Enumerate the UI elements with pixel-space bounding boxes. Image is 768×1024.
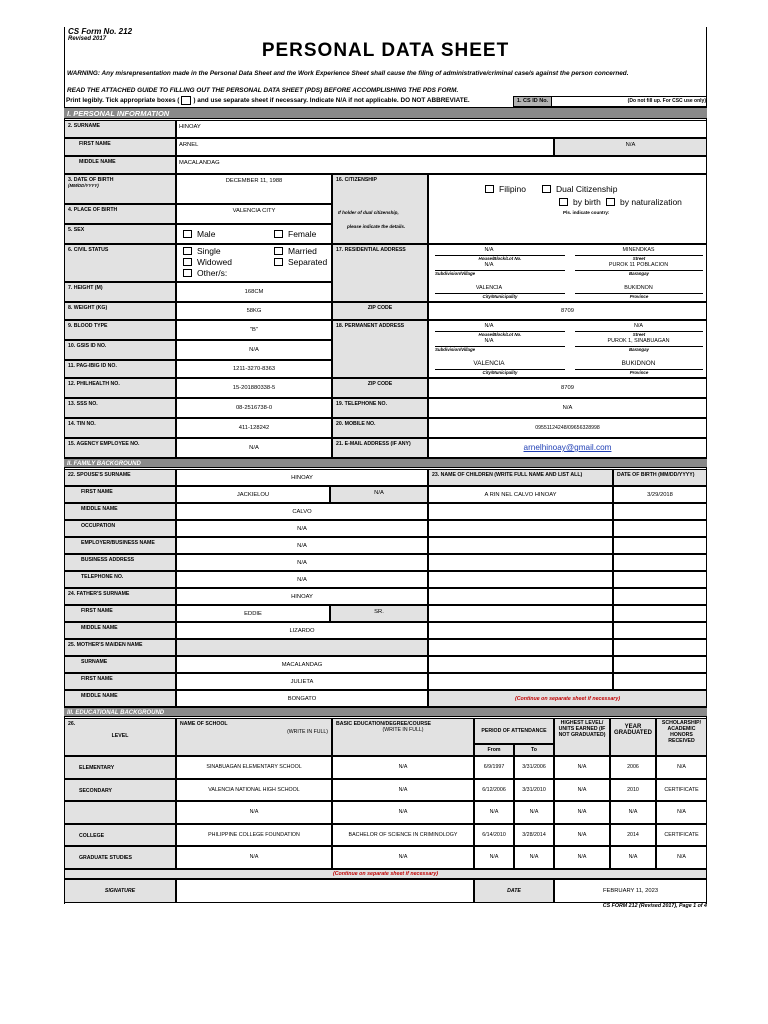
edu-course-cell[interactable]: BACHELOR OF SCIENCE IN CRIMINOLOGY — [332, 824, 474, 847]
res-barangay-field[interactable]: PUROK 11 POBLACION — [608, 262, 669, 268]
form-code: CS Form No. 212 — [68, 27, 133, 36]
blood-type-field[interactable]: "B" — [176, 320, 332, 340]
edu-course-cell[interactable]: N/A — [332, 756, 474, 779]
civil-married-label: Married — [288, 246, 317, 256]
edu-to-cell[interactable]: N/A — [514, 801, 554, 824]
father-firstname-label: FIRST NAME — [64, 605, 176, 622]
business-address-label: BUSINESS ADDRESS — [64, 554, 176, 571]
perm-street-field[interactable]: N/A — [634, 323, 643, 329]
father-middlename-field[interactable]: LIZARDO — [176, 622, 428, 639]
civil-widowed-option[interactable] — [183, 257, 232, 267]
citizenship-filipino-option[interactable] — [485, 184, 526, 194]
res-city-caption: City/Municipality — [435, 293, 565, 299]
child-dob-blank[interactable] — [613, 605, 707, 622]
pagibig-label: 11. PAG-IBIG ID NO. — [64, 360, 176, 378]
agency-no-label: 15. AGENCY EMPLOYEE NO. — [64, 438, 176, 458]
blood-type-label: 9. BLOOD TYPE — [64, 320, 176, 340]
edu-units-cell[interactable]: N/A — [554, 756, 610, 779]
civil-widowed-label: Widowed — [197, 257, 232, 267]
weight-label: 8. WEIGHT (KG) — [64, 302, 176, 320]
civil-status-options — [176, 244, 332, 282]
agency-no-field[interactable]: N/A — [176, 438, 332, 458]
child-name-blank[interactable] — [428, 605, 613, 622]
edu-year-header: YEAR GRADUATED — [610, 718, 656, 756]
edu-year-cell[interactable]: N/A — [610, 846, 656, 869]
father-firstname-field[interactable]: EDDIE — [176, 605, 330, 622]
child-name-blank[interactable] — [428, 673, 613, 690]
pob-field[interactable]: VALENCIA CITY — [176, 204, 332, 224]
mother-surname-label: SURNAME — [64, 656, 176, 673]
section-family-background: II. FAMILY BACKGROUND — [64, 458, 707, 468]
child-dob-blank[interactable] — [613, 537, 707, 554]
section-personal-info: I. PERSONAL INFORMATION — [64, 107, 707, 119]
surname-field[interactable]: HINOAY — [176, 120, 707, 138]
res-street-field[interactable]: MINENDKAS — [622, 247, 655, 253]
mother-maiden-blank — [176, 639, 428, 656]
citizenship-options — [428, 174, 707, 244]
checkbox-icon — [183, 258, 192, 266]
mother-firstname-label: FIRST NAME — [64, 673, 176, 690]
spouse-telephone-label: TELEPHONE NO. — [64, 571, 176, 588]
tin-field[interactable]: 411-128242 — [176, 418, 332, 438]
citizenship-birth-option[interactable] — [559, 197, 601, 207]
child-dob-field[interactable]: 3/29/2018 — [613, 486, 707, 503]
email-link[interactable]: arnelhinoay@gmail.com — [523, 443, 612, 452]
child-dob-blank[interactable] — [613, 656, 707, 673]
edu-course-header-note: (WRITE IN FULL) — [382, 727, 424, 733]
citizenship-birth-label: by birth — [573, 197, 601, 207]
edu-level-header-label: LEVEL — [111, 733, 129, 739]
father-surname-field[interactable]: HINOAY — [176, 588, 428, 605]
mobile-field[interactable]: 09551124248/09656328998 — [428, 418, 707, 438]
residential-address-label: 17. RESIDENTIAL ADDRESS — [332, 244, 428, 302]
edu-period-header: PERIOD OF ATTENDANCE — [474, 718, 554, 744]
edu-year-cell[interactable]: 2010 — [610, 779, 656, 802]
checkbox-icon — [542, 185, 551, 193]
children-continue-note: (Continue on separate sheet if necessary) — [428, 690, 707, 707]
form-footer-code: CS FORM 212 (Revised 2017), Page 1 of 4 — [602, 903, 707, 909]
sex-male-label: Male — [197, 229, 216, 239]
occupation-label: OCCUPATION — [64, 520, 176, 537]
edu-year-cell[interactable]: N/A — [610, 801, 656, 824]
edu-continue-note: (Continue on separate sheet if necessary) — [64, 869, 707, 879]
pob-label: 4. PLACE OF BIRTH — [64, 204, 176, 224]
firstname-field[interactable]: ARNEL — [176, 138, 554, 156]
edu-honors-cell[interactable]: CERTIFICATE — [656, 824, 707, 847]
edu-from-header: From — [474, 744, 514, 756]
checkbox-icon — [559, 198, 568, 206]
citizenship-filipino-label: Filipino — [499, 184, 526, 194]
edu-school-header-note: (WRITE IN FULL) — [287, 729, 328, 735]
checkbox-icon — [183, 230, 192, 238]
employer-field[interactable]: N/A — [176, 537, 428, 554]
res-city-field[interactable]: VALENCIA — [475, 285, 503, 291]
spouse-telephone-field[interactable]: N/A — [176, 571, 428, 588]
dob-field[interactable]: DECEMBER 11, 1988 — [176, 174, 332, 204]
middlename-field[interactable]: MACALANDAG — [176, 156, 707, 174]
height-label: 7. HEIGHT (M) — [64, 282, 176, 302]
pagibig-field[interactable]: 1211-3270-8363 — [176, 360, 332, 378]
perm-subdivision-caption: Subdivision/Village — [435, 346, 565, 352]
citizenship-label: 16. CITIZENSHIP — [336, 177, 377, 183]
gsis-field[interactable]: N/A — [176, 340, 332, 360]
edu-level-header — [64, 718, 176, 756]
citizenship-dual-label: Dual Citizenship — [556, 184, 618, 194]
perm-barangay-field[interactable]: PUROK 1, SINABUAGAN — [607, 338, 670, 344]
child-dob-blank[interactable] — [613, 673, 707, 690]
res-zip-label: ZIP CODE — [332, 302, 428, 320]
edu-units-cell[interactable]: N/A — [554, 779, 610, 802]
edu-level-cell: SECONDARY — [64, 779, 176, 802]
cs-id-label: 1. CS ID No. — [514, 97, 552, 106]
spouse-extension-field[interactable]: N/A — [330, 486, 428, 503]
citizenship-country-note: Pls. indicate country: — [563, 210, 610, 215]
children-dob-label: DATE OF BIRTH (MM/DD/YYYY) — [613, 469, 707, 486]
edu-units-cell[interactable]: N/A — [554, 846, 610, 869]
child-dob-blank[interactable] — [613, 588, 707, 605]
perm-house-caption: House/Block/Lot No. — [435, 331, 565, 337]
spouse-firstname-label: FIRST NAME — [64, 486, 176, 503]
tin-label: 14. TIN NO. — [64, 418, 176, 438]
civil-single-label: Single — [197, 246, 221, 256]
checkbox-icon — [606, 198, 615, 206]
civil-others-label: Other/s: — [197, 268, 228, 278]
cs-id-note: (Do not fill up. For CSC use only) — [627, 98, 706, 104]
father-extension-field[interactable]: SR. — [330, 605, 428, 622]
res-subdivision-field[interactable]: N/A — [484, 262, 494, 268]
edu-from-cell[interactable]: N/A — [474, 846, 514, 869]
child-name-blank[interactable] — [428, 571, 613, 588]
edu-honors-cell[interactable]: N/A — [656, 801, 707, 824]
civil-married-option[interactable] — [274, 246, 317, 256]
date-label: DATE — [474, 879, 554, 903]
edu-school-header — [176, 718, 332, 756]
sex-male-option[interactable] — [183, 229, 215, 239]
spouse-surname-label: 22. SPOUSE'S SURNAME — [64, 469, 176, 486]
citizenship-naturalization-option[interactable] — [606, 197, 682, 207]
checkbox-icon — [183, 269, 192, 277]
email-label: 21. E-MAIL ADDRESS (IF ANY) — [332, 438, 428, 458]
section-educational-background: III. EDUCATIONAL BACKGROUND — [64, 707, 707, 717]
res-house-field[interactable]: N/A — [484, 247, 494, 253]
edu-from-cell[interactable]: 6/12/2006 — [474, 779, 514, 802]
mobile-label: 20. MOBILE NO. — [332, 418, 428, 438]
edu-item-number: 26. — [68, 721, 76, 727]
perm-street-caption: Street — [575, 331, 703, 337]
sss-field[interactable]: 08-2516738-0 — [176, 398, 332, 418]
telephone-field[interactable]: N/A — [428, 398, 707, 418]
signature-label: SIGNATURE — [64, 879, 176, 903]
permanent-address-block — [428, 320, 707, 378]
child-dob-blank[interactable] — [613, 622, 707, 639]
edu-honors-cell[interactable]: N/A — [656, 756, 707, 779]
occupation-field[interactable]: N/A — [176, 520, 428, 537]
mother-surname-field[interactable]: MACALANDAG — [176, 656, 428, 673]
res-subdivision-caption: Subdivision/Village — [435, 270, 565, 276]
edu-school-cell[interactable]: N/A — [176, 801, 332, 824]
civil-single-option[interactable] — [183, 246, 221, 256]
middlename-label: MIDDLE NAME — [64, 156, 176, 174]
email-cell — [428, 438, 707, 458]
checkbox-icon — [183, 247, 192, 255]
business-address-field[interactable]: N/A — [176, 554, 428, 571]
civil-separated-label: Separated — [288, 257, 328, 267]
philhealth-label: 12. PHILHEALTH NO. — [64, 378, 176, 398]
spouse-surname-field[interactable]: HINOAY — [176, 469, 428, 486]
citizenship-dual-option[interactable] — [542, 184, 617, 194]
child-name-blank[interactable] — [428, 520, 613, 537]
edu-units-cell[interactable]: N/A — [554, 824, 610, 847]
res-province-caption: Province — [575, 293, 703, 299]
name-extension-field[interactable]: N/A — [554, 138, 707, 156]
child-dob-blank[interactable] — [613, 503, 707, 520]
child-name-field[interactable]: A RIN NEL CALVO HINOAY — [428, 486, 613, 503]
mother-middlename-field[interactable]: BONGATO — [176, 690, 428, 707]
spouse-middlename-label: MIDDLE NAME — [64, 503, 176, 520]
firstname-label: FIRST NAME — [64, 138, 176, 156]
edu-course-header — [332, 718, 474, 756]
checkbox-icon — [274, 230, 283, 238]
perm-zip-label: ZIP CODE — [332, 378, 428, 398]
children-name-label: 23. NAME OF CHILDREN (WRITE FULL NAME AND LIST ALL) — [428, 469, 613, 486]
gsis-label: 10. GSIS ID NO. — [64, 340, 176, 360]
edu-level-cell: COLLEGE — [64, 824, 176, 847]
residential-address-block — [428, 244, 707, 302]
res-province-field[interactable]: BUKIDNON — [624, 285, 653, 291]
warning-text: WARNING: Any misrepresentation made in the Personal Data Sheet and the Work Experience Sheet shall cause the filing of administrative/criminal case/s against the person concerned. — [67, 70, 629, 77]
perm-house-field[interactable]: N/A — [484, 323, 494, 329]
page-title: PERSONAL DATA SHEET — [261, 40, 510, 61]
edu-year-cell[interactable]: 2014 — [610, 824, 656, 847]
child-dob-blank[interactable] — [613, 571, 707, 588]
child-name-blank[interactable] — [428, 537, 613, 554]
checkbox-icon — [274, 247, 283, 255]
edu-course-cell[interactable]: N/A — [332, 846, 474, 869]
edu-course-cell[interactable]: N/A — [332, 779, 474, 802]
edu-school-cell[interactable]: VALENCIA NATIONAL HIGH SCHOOL — [176, 779, 332, 802]
edu-level-cell — [64, 801, 176, 824]
res-barangay-caption: Barangay — [575, 270, 703, 276]
edu-level-cell: GRADUATE STUDIES — [64, 846, 176, 869]
child-name-blank[interactable] — [428, 588, 613, 605]
edu-units-cell[interactable]: N/A — [554, 801, 610, 824]
instructions-text-a: Print legibly. Tick appropriate boxes ( — [66, 97, 180, 105]
edu-to-cell[interactable]: 3/31/2006 — [514, 756, 554, 779]
citizenship-ifholder: If holder of dual citizenship, — [338, 210, 399, 215]
citizenship-naturalization-label: by naturalization — [620, 197, 682, 207]
edu-from-cell[interactable]: 6/9/1997 — [474, 756, 514, 779]
citizenship-label-cell — [332, 174, 428, 244]
dob-format: (MM/DD/YYYY) — [68, 183, 99, 188]
child-dob-blank[interactable] — [613, 639, 707, 656]
edu-to-cell[interactable]: N/A — [514, 846, 554, 869]
edu-from-cell[interactable]: N/A — [474, 801, 514, 824]
mother-firstname-field[interactable]: JULIETA — [176, 673, 428, 690]
sss-label: 13. SSS NO. — [64, 398, 176, 418]
form-revised: Revised 2017 — [68, 36, 107, 42]
edu-honors-header: SCHOLARSHIP/ ACADEMIC HONORS RECEIVED — [656, 718, 707, 756]
res-zip-field[interactable]: 8709 — [428, 302, 707, 320]
res-house-caption: House/Block/Lot No. — [435, 255, 565, 261]
perm-province-field[interactable]: BUKIDNON — [621, 360, 656, 367]
child-dob-blank[interactable] — [613, 520, 707, 537]
checkbox-icon — [274, 258, 283, 266]
weight-field[interactable]: 58KG — [176, 302, 332, 320]
sex-label: 5. SEX — [64, 224, 176, 244]
height-field[interactable]: 168CM — [176, 282, 332, 302]
child-name-blank[interactable] — [428, 503, 613, 520]
perm-city-caption: City/Municipality — [435, 369, 565, 375]
perm-province-caption: Province — [575, 369, 703, 375]
mother-middlename-label: MIDDLE NAME — [64, 690, 176, 707]
spouse-firstname-field[interactable]: JACKIELOU — [176, 486, 330, 503]
child-name-blank[interactable] — [428, 622, 613, 639]
edu-school-cell[interactable]: N/A — [176, 846, 332, 869]
surname-label: 2. SURNAME — [64, 120, 176, 138]
father-surname-label: 24. FATHER'S SURNAME — [64, 588, 176, 605]
edu-from-cell[interactable]: 6/14/2010 — [474, 824, 514, 847]
philhealth-field[interactable]: 15-201880338-5 — [176, 378, 332, 398]
sex-female-label: Female — [288, 229, 317, 239]
mother-maiden-label: 25. MOTHER'S MAIDEN NAME — [64, 639, 176, 656]
telephone-label: 19. TELEPHONE NO. — [332, 398, 428, 418]
civil-separated-option[interactable] — [274, 257, 327, 267]
edu-school-cell[interactable]: SINABUAGAN ELEMENTARY SCHOOL — [176, 756, 332, 779]
perm-zip-field[interactable]: 8709 — [428, 378, 707, 398]
sex-options — [176, 224, 332, 244]
perm-subdivision-field[interactable]: N/A — [484, 338, 494, 344]
dob-label-text: 3. DATE OF BIRTH — [68, 177, 114, 183]
child-name-blank[interactable] — [428, 554, 613, 571]
instructions-text-b: ) and use separate sheet if necessary. Indicate N/A if not applicable. DO NOT ABBREVIATE. — [193, 97, 470, 105]
employer-label: EMPLOYER/BUSINESS NAME — [64, 537, 176, 554]
child-name-blank[interactable] — [428, 656, 613, 673]
res-street-caption: Street — [575, 255, 703, 261]
edu-school-header-label: NAME OF SCHOOL — [180, 721, 228, 727]
edu-year-cell[interactable]: 2006 — [610, 756, 656, 779]
civil-status-label: 6. CIVIL STATUS — [64, 244, 176, 282]
checkbox-icon — [485, 185, 494, 193]
civil-others-option[interactable] — [183, 268, 227, 278]
edu-school-cell[interactable]: PHILIPPINE COLLEGE FOUNDATION — [176, 824, 332, 847]
edu-honors-cell[interactable]: N/A — [656, 846, 707, 869]
edu-highest-header: HIGHEST LEVEL/ UNITS EARNED (IF NOT GRADUATED) — [554, 718, 610, 756]
child-name-blank[interactable] — [428, 639, 613, 656]
edu-course-header-label: BASIC EDUCATION/DEGREE/COURSE — [336, 721, 432, 727]
edu-level-cell: ELEMENTARY — [64, 756, 176, 779]
edu-to-cell[interactable]: 3/28/2014 — [514, 824, 554, 847]
perm-city-field[interactable]: VALENCIA — [473, 360, 505, 367]
citizenship-indicate: please indicate the details. — [347, 224, 406, 229]
guide-text: READ THE ATTACHED GUIDE TO FILLING OUT THE PERSONAL DATA SHEET (PDS) BEFORE ACCOMPLISHING THE PDS FORM. — [67, 87, 459, 94]
dob-label — [64, 174, 176, 204]
signature-field[interactable] — [176, 879, 474, 903]
edu-honors-cell[interactable]: CERTIFICATE — [656, 779, 707, 802]
spouse-middlename-field[interactable]: CALVO — [176, 503, 428, 520]
edu-to-cell[interactable]: 3/31/2010 — [514, 779, 554, 802]
edu-course-cell[interactable]: N/A — [332, 801, 474, 824]
permanent-address-label: 18. PERMANENT ADDRESS — [332, 320, 428, 378]
edu-to-header: To — [514, 744, 554, 756]
child-dob-blank[interactable] — [613, 554, 707, 571]
sex-female-option[interactable] — [274, 229, 316, 239]
date-field[interactable]: FEBRUARY 11, 2023 — [554, 879, 707, 903]
perm-barangay-caption: Barangay — [575, 346, 703, 352]
father-middlename-label: MIDDLE NAME — [64, 622, 176, 639]
